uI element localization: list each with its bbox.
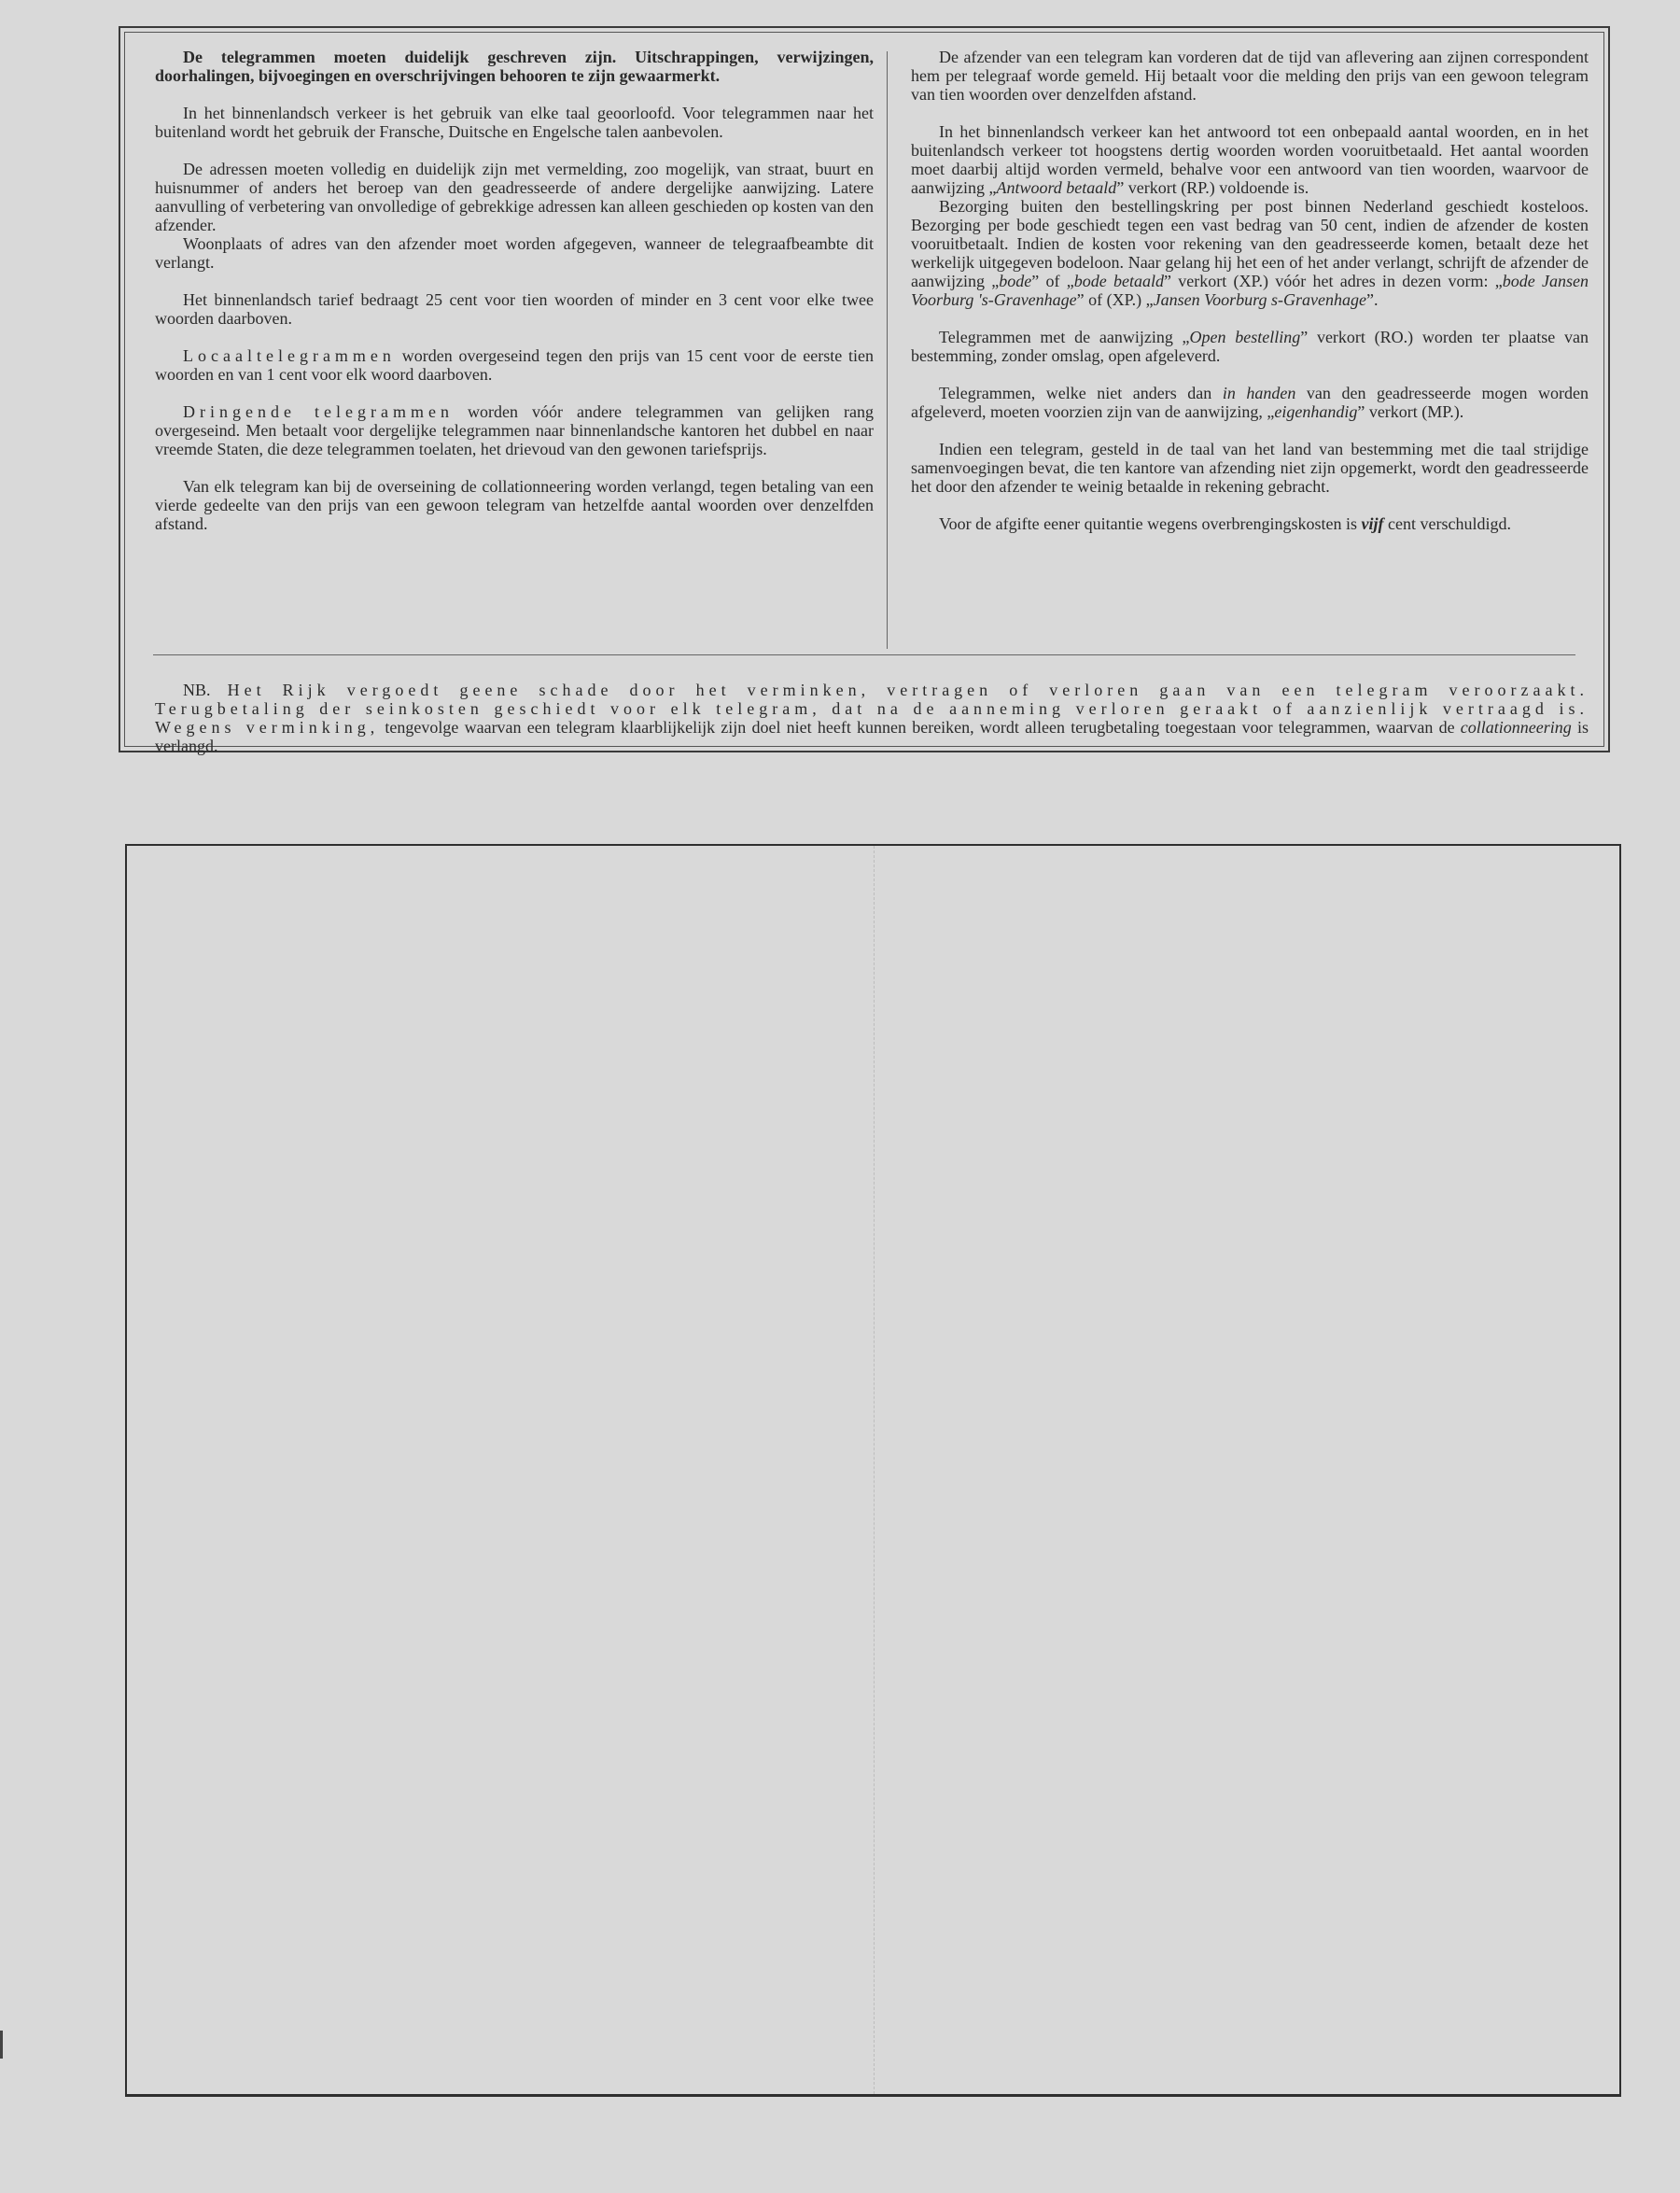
paragraph-open-delivery <box>911 328 1589 365</box>
personal-delivery-text: Telegrammen, welke niet anders dan <box>939 384 1223 402</box>
paragraph-sender-address: Woonplaats of adres van den afzender moet worden afgegeven, wanneer de telegraafbeambte dit verlangt. <box>155 234 874 272</box>
nb-italic-term: collationneering <box>1460 718 1572 737</box>
open-delivery-rest: ” verkort (RO.) worden ter plaatse van bestemming, zonder omslag, open afgeleverd. <box>911 328 1589 365</box>
personal-delivery-abbrev: ” verkort (MP.). <box>1357 402 1464 421</box>
column-divider <box>887 51 888 649</box>
paragraph-legibility: De telegrammen moeten duidelijk geschreven zijn. Uitschrappingen, verwijzingen, doorhalingen, bijvoegingen en overschrijvingen behooren te zijn gewaarmerkt. <box>155 48 874 85</box>
receipt-fee-amount: vijf <box>1361 514 1384 533</box>
urgent-telegrams-term: Dringende telegrammen <box>183 402 454 421</box>
right-column <box>911 48 1589 552</box>
prepaid-reply-term: Antwoord betaald <box>996 178 1117 197</box>
prepaid-reply-abbrev: ” verkort (RP.) voldoende is. <box>1116 178 1309 197</box>
nb-liability-notice <box>155 681 1589 755</box>
local-telegrams-term: Locaaltelegrammen <box>183 346 396 365</box>
form-faint-divider <box>874 846 875 2094</box>
paragraph-delivery-by-messenger <box>911 197 1589 309</box>
paragraph-urgent-telegrams <box>155 402 874 458</box>
paragraph-personal-delivery <box>911 384 1589 421</box>
urgent-telegrams-text: worden vóór andere telegrammen van gelijken rang overgeseind. Men betaalt voor dergelijke telegrammen naar binnenlandsche kantoren het dubbel en naar vreemde Staten, die deze telegrammen toelaten, het drievoud van den gewonen tariefsprijs. <box>155 402 874 458</box>
messenger-example-1: bode Jansen Voorburg 's-Gravenhage <box>911 272 1589 309</box>
paragraph-addresses: De adressen moeten volledig en duidelijk zijn met vermelding, zoo mogelijk, van straat, buurt en huisnummer of anders het beroep van den geadresseerde of andere dergelijke aanwijzing. Latere aanvulling of verbetering van onvolledige of gebrekkige adressen kan alleen geschieden op kosten van den afzender. <box>155 160 874 234</box>
messenger-text: Bezorging buiten den bestellingskring per post binnen Nederland geschiedt kosteloos. Bezorging per bode geschiedt tegen een vast bedrag van 50 cent, indien de afzender de kosten vooruitbetaalt. Indien de kosten voor rekening van den geadresseerde komen, betaalt deze het werkelijk uitgegeven bodeloon. Naar gelang hij het een of het ander verlangt, schrijft de afzender de aanwijzing „ <box>911 197 1589 290</box>
nb-label: NB. <box>183 681 211 699</box>
messenger-or: ” of „ <box>1031 272 1074 290</box>
instructions-box <box>119 26 1610 755</box>
messenger-term-bode: bode <box>999 272 1032 290</box>
paragraph-delivery-time: De afzender van een telegram kan vorderen dat de tijd van aflevering aan zijnen correspondent hem per telegraaf worde gemeld. Hij betaalt voor die melding den prijs van een gewoon telegram van tien woorden over denzelfden afstand. <box>911 48 1589 104</box>
messenger-term-paid: bode betaald <box>1073 272 1164 290</box>
page-edge-mark <box>0 2031 3 2059</box>
local-telegrams-text: worden overgeseind tegen den prijs van 15 cent voor de eerste tien woorden en van 1 cent voor elk woord daarboven. <box>155 346 874 384</box>
paragraph-language: In het binnenlandsch verkeer is het gebruik van elke taal geoorloofd. Voor telegrammen naar het buitenland wordt het gebruik der Fransche, Duitsche en Engelsche talen aanbevolen. <box>155 104 874 141</box>
messenger-or-xp: ” of (XP.) „ <box>1076 290 1154 309</box>
blank-telegram-form-frame <box>125 844 1621 2097</box>
nb-spaced-text-2: Wegens verminking, <box>155 718 380 737</box>
nb-plain-text: tengevolge waarvan een telegram klaarblijkelijk zijn doel niet heeft kunnen bereiken, wordt alleen terugbetaling toegestaan voor telegrammen, waarvan de <box>379 718 1461 737</box>
nb-spaced-text: Het Rijk vergoedt geene schade door het verminken, vertragen of verloren gaan van een telegram veroorzaakt. Terugbetaling der seinkosten geschiedt voor elk telegram, dat na de aanneming verloren geraakt of aanzienlijk vertraagd is. <box>155 681 1589 718</box>
paragraph-language-surcharge: Indien een telegram, gesteld in de taal van het land van bestemming met die taal strijdige samenvoegingen bevat, die ten kantore van afzending niet zijn opgemerkt, wordt den geadresseerde het door den afzender te weinig betaalde in rekening gebracht. <box>911 440 1589 496</box>
nb-end-text: is verlangd. <box>155 718 1589 755</box>
paragraph-local-telegrams <box>155 346 874 384</box>
messenger-form-text: ” verkort (XP.) vóór het adres in dezen vorm: „ <box>1163 272 1503 290</box>
paragraph-domestic-tariff: Het binnenlandsch tarief bedraagt 25 cent voor tien woorden of minder en 3 cent voor elke twee woorden daarboven. <box>155 290 874 328</box>
instructions-inner-border <box>124 32 1604 755</box>
open-delivery-term: Open bestelling <box>1189 328 1301 346</box>
paragraph-receipt-fee <box>911 514 1589 533</box>
receipt-fee-text: Voor de afgifte eener quitantie wegens overbrengingskosten is <box>939 514 1362 533</box>
nb-separator <box>153 654 1575 655</box>
personal-delivery-term: eigenhandig <box>1274 402 1358 421</box>
paragraph-collation: Van elk telegram kan bij de overseining de collationneering worden verlangd, tegen betaling van een vierde gedeelte van den prijs van een gewoon telegram van hetzelfde aantal woorden over denzelfden afstand. <box>155 477 874 533</box>
open-delivery-text: Telegrammen met de aanwijzing „ <box>939 328 1190 346</box>
left-column <box>155 48 874 552</box>
personal-delivery-mid: van den geadresseerde mogen worden afgeleverd, moeten voorzien zijn van de aanwijzing, „ <box>911 384 1589 421</box>
personal-delivery-in-hands: in handen <box>1222 384 1296 402</box>
paragraph-prepaid-reply <box>911 122 1589 197</box>
prepaid-reply-text: In het binnenlandsch verkeer kan het antwoord tot een onbepaald aantal woorden, en in het buitenlandsch verkeer tot hoogstens dertig woorden worden vooruitbetaald. Het aantal woorden moet daarbij altijd worden vermeld, behalve voor een antwoord van tien woorden, waarvoor de aanwijzing „ <box>911 122 1589 197</box>
receipt-fee-end: cent verschuldigd. <box>1383 514 1511 533</box>
messenger-example-2: Jansen Voorburg s-Gravenhage <box>1153 290 1366 309</box>
messenger-end: ”. <box>1365 290 1379 309</box>
